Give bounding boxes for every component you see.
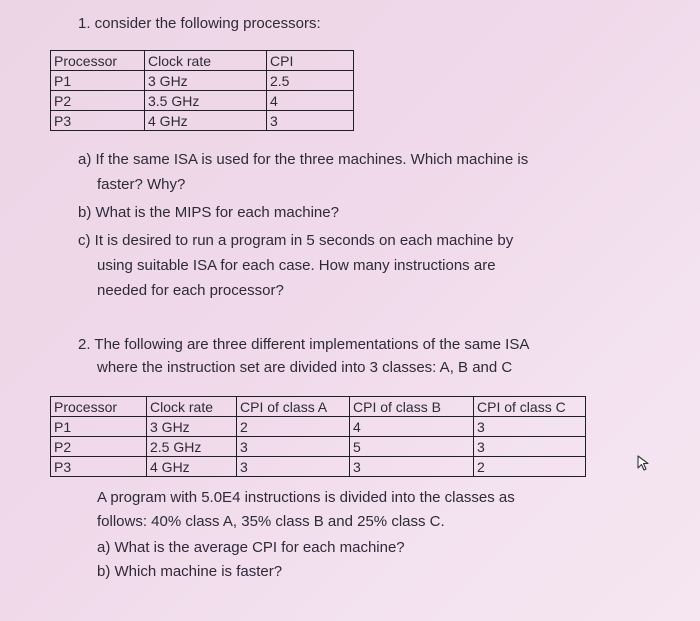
question-2-program-line1: A program with 5.0E4 instructions is divided into the classes as <box>97 489 515 506</box>
question-2-program-line2: follows: 40% class A, 35% class B and 25% class C. <box>97 513 445 530</box>
question-1-part-a-line2: faster? Why? <box>97 176 186 193</box>
question-1-part-c-line2: using suitable ISA for each case. How many instructions are <box>97 257 496 274</box>
table-cell: 5 <box>350 437 474 457</box>
table-cell: 4 <box>350 417 474 437</box>
table-cell: 3 <box>474 417 586 437</box>
table-header-row <box>51 51 354 71</box>
table-cell: 2 <box>237 417 350 437</box>
table-cell: 2 <box>474 457 586 477</box>
table-row <box>51 111 354 131</box>
table-row <box>51 457 586 477</box>
question-1-part-a-line1: a) If the same ISA is used for the three machines. Which machine is <box>78 151 529 168</box>
table-header-cell: Clock rate <box>145 51 267 71</box>
table-cell: P2 <box>51 437 147 457</box>
table-header-row <box>51 397 586 417</box>
table-header-cell: CPI of class C <box>474 397 586 417</box>
table-cell: P1 <box>51 71 145 91</box>
mouse-pointer-icon <box>636 454 654 472</box>
table-header-cell: CPI of class B <box>350 397 474 417</box>
table-header-cell: Processor <box>51 51 145 71</box>
question-1-heading: 1. consider the following processors: <box>78 15 321 32</box>
table-cell: 2.5 GHz <box>147 437 237 457</box>
table-cell: 3 GHz <box>147 417 237 437</box>
table-cell: 4 GHz <box>145 111 267 131</box>
table-cell: 3.5 GHz <box>145 91 267 111</box>
question-2-heading-line1: 2. The following are three different implementations of the same ISA <box>78 336 530 353</box>
table-cell: 3 <box>350 457 474 477</box>
table-header-cell: CPI <box>267 51 354 71</box>
table-cell: P3 <box>51 111 145 131</box>
table-row <box>51 71 354 91</box>
table-cell: P2 <box>51 91 145 111</box>
table-cell: 2.5 <box>267 71 354 91</box>
table-cell: 3 <box>237 437 350 457</box>
table-row <box>51 91 354 111</box>
table-row <box>51 437 586 457</box>
table-cell: 3 GHz <box>145 71 267 91</box>
question-1-part-c-line3: needed for each processor? <box>97 282 284 299</box>
table-cell: 3 <box>267 111 354 131</box>
table-row <box>51 417 586 437</box>
table-cell: P3 <box>51 457 147 477</box>
table-cell: P1 <box>51 417 147 437</box>
question-2-part-a: a) What is the average CPI for each machine? <box>97 539 405 556</box>
question-2-heading-line2: where the instruction set are divided into 3 classes: A, B and C <box>97 359 513 376</box>
processor-table-2 <box>50 396 586 477</box>
table-header-cell: Clock rate <box>147 397 237 417</box>
table-header-cell: CPI of class A <box>237 397 350 417</box>
table-cell: 3 <box>474 437 586 457</box>
question-1-part-c-line1: c) It is desired to run a program in 5 seconds on each machine by <box>78 232 514 249</box>
question-2-part-b: b) Which machine is faster? <box>97 563 283 580</box>
table-cell: 3 <box>237 457 350 477</box>
processor-table-1 <box>50 50 354 131</box>
table-cell: 4 GHz <box>147 457 237 477</box>
table-cell: 4 <box>267 91 354 111</box>
question-1-part-b: b) What is the MIPS for each machine? <box>78 204 339 221</box>
table-header-cell: Processor <box>51 397 147 417</box>
